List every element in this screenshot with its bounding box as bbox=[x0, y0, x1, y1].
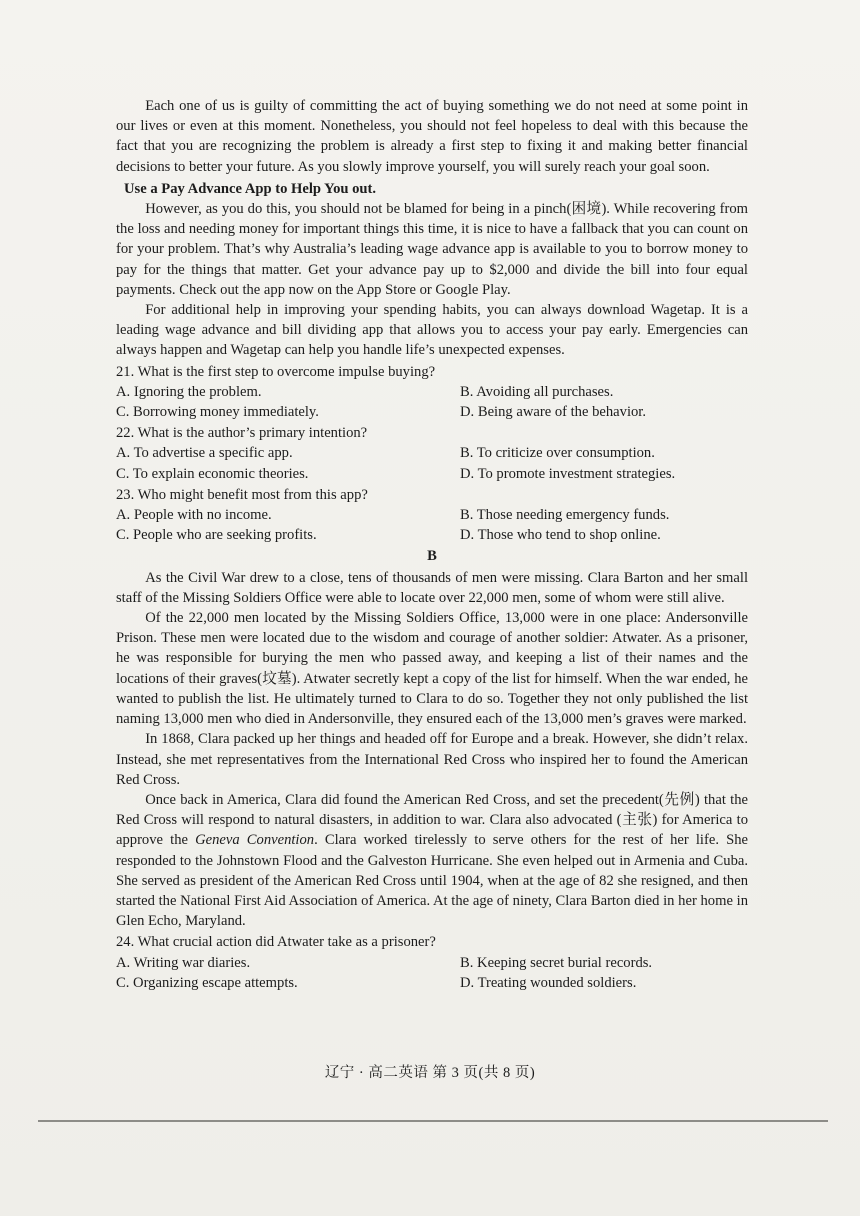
exam-page-content bbox=[116, 96, 748, 993]
geneva-convention-title: Geneva Convention bbox=[195, 832, 315, 849]
page-footer: 辽宁 · 高二英语 第 3 页(共 8 页) bbox=[324, 1065, 536, 1081]
answer-options bbox=[116, 443, 748, 483]
option-d: D. Those who tend to shop online. bbox=[460, 527, 661, 544]
option-a: A. People with no income. bbox=[116, 507, 272, 524]
option-a: A. To advertise a specific app. bbox=[116, 445, 293, 462]
option-c: C. People who are seeking profits. bbox=[116, 527, 317, 544]
option-b: B. Keeping secret burial records. bbox=[460, 954, 653, 971]
paragraph-text-start: Once back in America, Clara did found the American Red Cross, and set the precedent(先例) that the Red Cross will respond to natural disasters, in addition to war. Clara also advocated (主张) for America to approve the bbox=[116, 791, 748, 849]
passage-b-paragraph-1: As the Civil War drew to a close, tens of thousands of men were missing. Clara Barton and her small staff of the Missing Soldiers Office were able to locate over 22,000 men, some of whom were still alive. bbox=[116, 569, 748, 606]
question-stem: 22. What is the author’s primary intention? bbox=[116, 425, 368, 442]
passage-a-paragraph-3: For additional help in improving your spending habits, you can always download Wagetap. It is a leading wage advance and bill dividing app that allows you to access your pay early. Emergencies can always happen and Wagetap can help you handle life’s unexpected expenses. bbox=[116, 302, 748, 359]
question-stem: 23. Who might benefit most from this app? bbox=[116, 486, 368, 503]
answer-options bbox=[116, 505, 748, 545]
question-21 bbox=[116, 362, 748, 423]
passage-a-paragraph-2: However, as you do this, you should not be blamed for being in a pinch(困境). While recovering from the loss and needing money for important things this time, it is nice to have a fallback that you can count on for your problem. That’s why Australia’s leading wage advance app is available to you to borrow money to pay for the things that matter. Get your advance pay up to $2,000 and divide the bill into four equal payments. Check out the app now on the App Store or Google Play. bbox=[116, 201, 748, 298]
option-c: C. Borrowing money immediately. bbox=[116, 404, 319, 421]
question-stem: 21. What is the first step to overcome impulse buying? bbox=[116, 363, 436, 380]
option-c: C. To explain economic theories. bbox=[116, 465, 309, 482]
option-d: D. Being aware of the behavior. bbox=[460, 404, 647, 421]
option-c: C. Organizing escape attempts. bbox=[116, 974, 298, 991]
question-23 bbox=[116, 485, 748, 546]
question-24 bbox=[116, 932, 748, 993]
passage-a-paragraph-1: Each one of us is guilty of committing the act of buying something we do not need at some point in our lives or even at this moment. Nonetheless, you should not feel hopeless to deal with this because the fact that you are recognizing the problem is already a first step to fixing it and making better financial decisions to better your future. As you slowly improve yourself, you will surely reach your goal soon. bbox=[116, 98, 748, 175]
option-b: B. Avoiding all purchases. bbox=[460, 383, 614, 400]
passage-a-subheading: Use a Pay Advance App to Help You out. bbox=[124, 180, 377, 197]
option-a: A. Writing war diaries. bbox=[116, 954, 251, 971]
question-stem: 24. What crucial action did Atwater take as a prisoner? bbox=[116, 934, 436, 951]
bottom-divider bbox=[38, 1120, 828, 1122]
question-22 bbox=[116, 423, 748, 484]
option-d: D. To promote investment strategies. bbox=[460, 465, 676, 482]
option-d: D. Treating wounded soldiers. bbox=[460, 974, 637, 991]
answer-options bbox=[116, 953, 748, 993]
option-a: A. Ignoring the problem. bbox=[116, 383, 262, 400]
option-b: B. To criticize over consumption. bbox=[460, 445, 655, 462]
section-b-label: B bbox=[427, 548, 437, 565]
passage-b-paragraph-3: In 1868, Clara packed up her things and headed off for Europe and a break. However, she didn’t relax. Instead, she met representatives from the International Red Cross who inspired her to found the American Red Cross. bbox=[116, 731, 748, 788]
answer-options bbox=[116, 382, 748, 422]
paragraph-text-end: . Clara worked tirelessly to serve others for the rest of her life. She responded to the Johnstown Flood and the Galveston Hurricane. She even helped out in Armenia and Cuba. She served as president of the American Red Cross until 1904, when at the age of 82 she resigned, and then started the National First Aid Association of America. At the age of ninety, Clara Barton died in her home in Glen Echo, Maryland. bbox=[116, 832, 748, 930]
passage-b-paragraph-2: Of the 22,000 men located by the Missing Soldiers Office, 13,000 were in one place: Andersonville Prison. These men were located due to the wisdom and courage of another soldier: Atwater. As a prisoner, he was responsible for burying the men who passed away, and keeping a list of their names and the locations of their graves(坟墓). Atwater secretly kept a copy of the list for himself. When the war ended, he wanted to publish the list. He ultimately turned to Clara to do so. Together they not only published the list naming 13,000 men who died in Andersonville, they ensured each of the 13,000 men’s graves were marked. bbox=[116, 610, 748, 728]
option-b: B. Those needing emergency funds. bbox=[460, 507, 670, 524]
passage-b-paragraph-4 bbox=[116, 790, 748, 931]
